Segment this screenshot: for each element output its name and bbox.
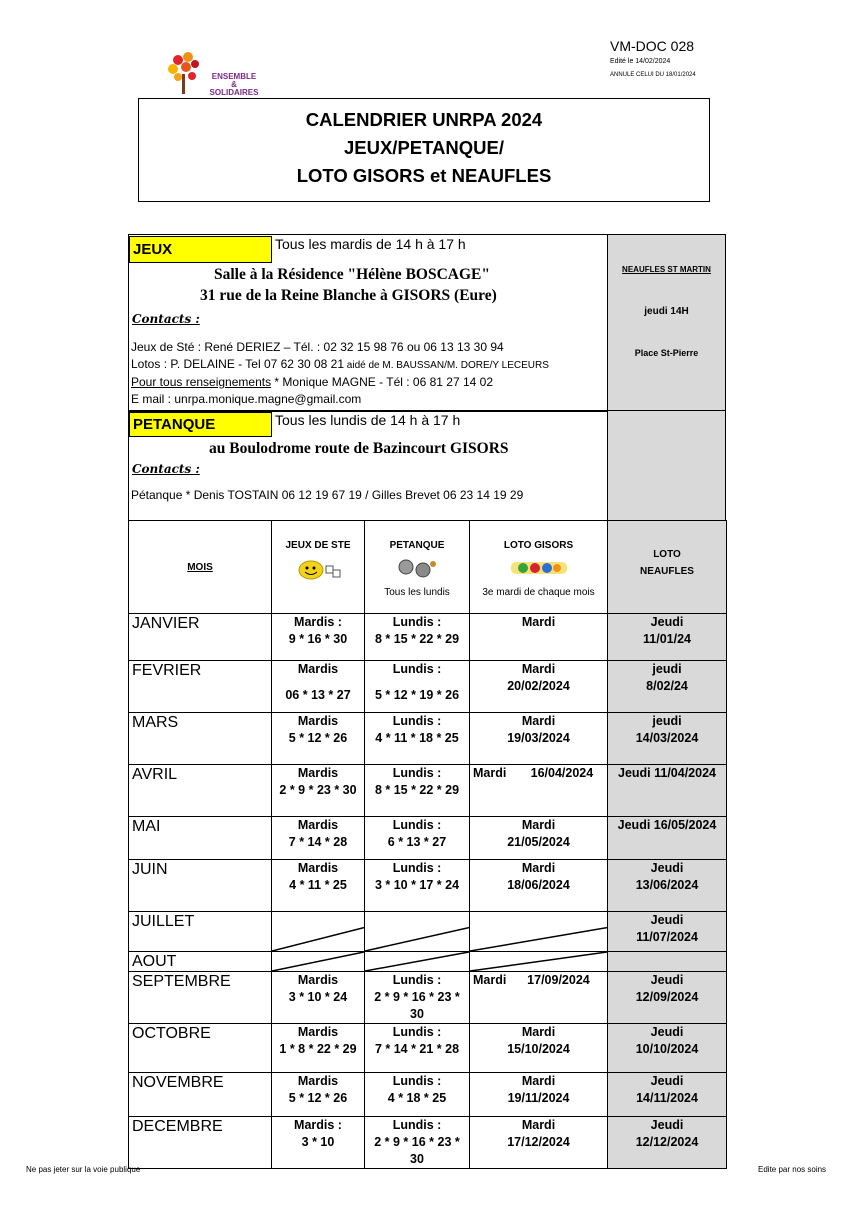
loto-neaufles-cell-neau1: Jeudi — [650, 615, 684, 629]
edited-date: Edité le 14/02/2024 — [610, 58, 671, 65]
calendar-body — [129, 614, 727, 1169]
table-row — [129, 614, 727, 661]
petanque-cell — [365, 614, 470, 661]
title-line2: JEUX/PETANQUE/ — [343, 137, 505, 158]
petanque-cell-pet3: 30 — [410, 1007, 424, 1021]
loto-gisors-cell-loto1: Mardi — [521, 1025, 556, 1039]
loto-gisors-cell-loto1: Mardi 16/04/2024 — [473, 766, 594, 780]
loto-neaufles-cell-neau1: Jeudi 11/04/2024 — [618, 766, 716, 780]
jeux-cell-jeux1: Mardis — [297, 662, 339, 676]
month-cell-mois: JANVIER — [132, 615, 200, 632]
jeux-contact3 — [131, 375, 493, 389]
jeux-cell — [272, 765, 365, 817]
jeux-cell — [272, 860, 365, 912]
loto-neaufles-cell-neau2: 14/11/2024 — [636, 1091, 698, 1105]
jeux-cell — [272, 614, 365, 661]
jeux-cell-jeux1: Mardis : — [294, 1118, 342, 1132]
loto-gisors-cell-loto1: Mardi — [521, 818, 556, 832]
loto-neaufles-cell-neau2: 13/06/2024 — [635, 878, 699, 892]
jeux-venue1: Salle à la Résidence "Hélène BOSCAGE" — [214, 266, 490, 283]
loto-gisors-cell-loto1: Mardi — [521, 615, 556, 629]
petanque-cell — [365, 661, 470, 713]
jeux-cell-jeux2: 4 * 11 * 25 — [289, 878, 347, 892]
table-header-row — [129, 521, 727, 614]
petanque-cell-pet2: 5 * 12 * 19 * 26 — [374, 688, 460, 702]
loto-balls-icon — [509, 558, 569, 578]
loto-neaufles-cell-neau2: 11/07/2024 — [636, 930, 698, 944]
petanque-cell-pet1: Lundis : — [392, 1025, 442, 1039]
jeux-contact1: Jeux de Sté : René DERIEZ – Tél. : 02 32 15 98 76 ou 06 13 13 30 94 — [131, 340, 504, 354]
logo-text — [206, 73, 262, 97]
contact2-small: aidé de M. BAUSSAN/M. DORE/Y LECEURS — [344, 360, 549, 371]
neaufles-side-panel — [607, 234, 726, 412]
pet-empty-cell — [365, 952, 470, 972]
jeux-cell-jeux2: 5 * 12 * 26 — [288, 731, 348, 745]
loto-neaufles-cell — [608, 713, 727, 765]
loto-neaufles-cell-neau2: 12/09/2024 — [635, 990, 699, 1004]
header-loto-neaufles-line1: LOTO — [653, 549, 681, 560]
loto-neaufles-cell-neau2: 12/12/2024 — [635, 1135, 699, 1149]
loto-gisors-cell-loto1: Mardi — [521, 662, 556, 676]
loto-neaufles-cell — [608, 614, 727, 661]
petanque-cell-pet2: 6 * 13 * 27 — [387, 835, 447, 849]
table-row — [129, 1024, 727, 1073]
month-cell-mois: FEVRIER — [132, 662, 202, 679]
petanque-cell — [365, 817, 470, 860]
petanque-cell — [365, 1073, 470, 1117]
loto-gisors-cell — [470, 817, 608, 860]
jeux-cell-jeux1: Mardis — [297, 714, 339, 728]
loto-gisors-cell — [470, 713, 608, 765]
loto-gisors-cell — [470, 972, 608, 1024]
loto-neaufles-cell — [608, 1117, 727, 1169]
month-cell-mois: JUIN — [132, 861, 168, 878]
loto-gisors-cell-loto1: Mardi — [521, 714, 556, 728]
loto-gisors-cell-loto1: Mardi 17/09/2024 — [473, 973, 590, 987]
header-petanque — [365, 521, 470, 614]
jeux-contacts-label: Contacts : — [132, 312, 200, 326]
loto-neaufles-cell-neau1: Jeudi 16/05/2024 — [617, 818, 717, 832]
petanque-cell-pet2: 8 * 15 * 22 * 29 — [374, 632, 460, 646]
title-box — [138, 98, 710, 202]
loto-gisors-cell-loto1: Mardi — [521, 861, 556, 875]
loto-neaufles-cell — [608, 972, 727, 1024]
petanque-cell-pet2: 3 * 10 * 17 * 24 — [374, 878, 460, 892]
jeux-cell-jeux2: 06 * 13 * 27 — [285, 688, 351, 702]
month-cell — [129, 1073, 272, 1117]
petanque-venue: au Boulodrome route de Bazincourt GISORS — [209, 440, 509, 457]
month-cell-mois: MAI — [132, 818, 161, 835]
jeux-cell-jeux2: 2 * 9 * 23 * 30 — [279, 783, 357, 797]
petanque-cell-pet2: 2 * 9 * 16 * 23 * — [374, 990, 460, 1004]
header-loto-neaufles-line2: NEAUFLES — [640, 566, 694, 577]
loto-neaufles-cell-neau1: Jeudi — [650, 913, 684, 927]
petanque-cell — [365, 860, 470, 912]
jeux-label: JEUX — [129, 236, 272, 263]
table-row — [129, 860, 727, 912]
month-cell — [129, 765, 272, 817]
jeux-cell-jeux1: Mardis — [297, 1074, 339, 1088]
month-cell — [129, 1117, 272, 1169]
jeux-cell-jeux1: Mardis — [297, 766, 339, 780]
loto-neaufles-cell — [608, 1073, 727, 1117]
loto-gisors-cell — [470, 661, 608, 713]
jeux-cell — [272, 661, 365, 713]
cancels-note: ANNULE CELUI DU 18/01/2024 — [610, 72, 696, 78]
jeux-cell-jeux2: 1 * 8 * 22 * 29 — [279, 1042, 357, 1056]
petanque-balls-icon — [395, 558, 439, 578]
loto-empty-cell — [470, 952, 608, 972]
month-cell-mois: AVRIL — [132, 766, 178, 783]
loto-gisors-cell — [470, 1073, 608, 1117]
loto-neaufles-cell-neau1: Jeudi — [650, 973, 684, 987]
header-loto-neaufles — [608, 521, 727, 614]
jeux-schedule: Tous les mardis de 14 h à 17 h — [275, 236, 466, 252]
loto-neaufles-cell-neau2: 14/03/2024 — [635, 731, 699, 745]
petanque-side-panel — [607, 410, 726, 521]
neaufles-day: jeudi 14H — [644, 306, 689, 317]
jeux-email: E mail : unrpa.monique.magne@gmail.com — [131, 392, 362, 406]
month-cell — [129, 972, 272, 1024]
loto-empty-cell — [470, 912, 608, 952]
header-loto-gisors-sub: 3e mardi de chaque mois — [482, 587, 595, 598]
header-jeux — [272, 521, 365, 614]
loto-gisors-cell-loto2: 19/11/2024 — [507, 1091, 570, 1105]
header-mois — [129, 521, 272, 614]
petanque-cell-pet1: Lundis : — [392, 766, 442, 780]
jeux-cell — [272, 817, 365, 860]
loto-neaufles-cell-neau1: Jeudi — [650, 861, 684, 875]
table-row — [129, 661, 727, 713]
title-line3: LOTO GISORS et NEAUFLES — [296, 165, 552, 186]
table-row — [129, 952, 727, 972]
jeux-contact2 — [131, 357, 549, 371]
loto-gisors-cell-loto2: 20/02/2024 — [507, 679, 570, 693]
contact3-link: Pour tous renseignements — [131, 375, 272, 389]
table-row — [129, 713, 727, 765]
month-cell-mois: DECEMBRE — [132, 1118, 223, 1135]
petanque-cell-pet1: Lundis : — [392, 714, 442, 728]
header-jeux-label: JEUX DE STE — [285, 540, 351, 551]
jeux-cell-jeux1: Mardis — [297, 818, 339, 832]
petanque-cell-pet1: Lundis : — [392, 1074, 442, 1088]
month-cell — [129, 860, 272, 912]
month-cell — [129, 661, 272, 713]
contact3-rest: * Monique MAGNE - Tél : 06 81 27 14 02 — [271, 375, 493, 389]
petanque-cell-pet2: 4 * 11 * 18 * 25 — [375, 731, 459, 745]
petanque-cell-pet3: 30 — [410, 1152, 424, 1166]
loto-neaufles-cell-neau1: Jeudi — [650, 1118, 684, 1132]
loto-gisors-cell-loto2: 21/05/2024 — [507, 835, 570, 849]
month-cell-mois: AOUT — [132, 953, 177, 970]
loto-gisors-cell-loto2: 19/03/2024 — [507, 731, 570, 745]
petanque-cell-pet1: Lundis : — [392, 615, 442, 629]
jeux-cell-jeux1: Mardis : — [294, 615, 342, 629]
month-cell-mois: SEPTEMBRE — [132, 973, 231, 990]
petanque-cell — [365, 1117, 470, 1169]
petanque-cell-pet2: 2 * 9 * 16 * 23 * — [374, 1135, 460, 1149]
loto-neaufles-cell — [608, 661, 727, 713]
loto-gisors-cell-loto2: 18/06/2024 — [507, 878, 570, 892]
petanque-contact: Pétanque * Denis TOSTAIN 06 12 19 67 19 / Gilles Brevet 06 23 14 19 29 — [131, 488, 524, 502]
jeux-cell-jeux2: 9 * 16 * 30 — [288, 632, 348, 646]
petanque-cell-pet2: 7 * 14 * 21 * 28 — [374, 1042, 460, 1056]
month-cell — [129, 1024, 272, 1073]
jeux-cell-jeux2: 3 * 10 — [301, 1135, 335, 1149]
month-cell — [129, 952, 272, 972]
loto-gisors-cell-loto2: 15/10/2024 — [507, 1042, 570, 1056]
neaufles-title: NEAUFLES ST MARTIN — [622, 265, 711, 274]
jeux-cell — [272, 713, 365, 765]
table-row — [129, 817, 727, 860]
jeux-cell-jeux1: Mardis — [297, 1025, 339, 1039]
loto-gisors-cell — [470, 614, 608, 661]
petanque-label: PETANQUE — [129, 412, 272, 437]
loto-neaufles-cell — [608, 952, 727, 972]
loto-gisors-cell-loto1: Mardi — [521, 1118, 556, 1132]
loto-gisors-cell — [470, 1024, 608, 1073]
jeux-cell-jeux2: 7 * 14 * 28 — [288, 835, 348, 849]
jeux-cell — [272, 972, 365, 1024]
month-cell — [129, 817, 272, 860]
jeux-cell — [272, 1073, 365, 1117]
loto-neaufles-cell — [608, 1024, 727, 1073]
petanque-cell-pet1: Lundis : — [392, 1118, 442, 1132]
logo-line2: & SOLIDAIRES — [209, 80, 259, 97]
jeux-cell-jeux1: Mardis — [297, 973, 339, 987]
loto-neaufles-cell — [608, 912, 727, 952]
loto-gisors-cell — [470, 1117, 608, 1169]
loto-neaufles-cell — [608, 817, 727, 860]
loto-neaufles-cell-neau2: 8/02/24 — [646, 679, 688, 693]
petanque-cell — [365, 765, 470, 817]
jeux-cell-jeux2: 5 * 12 * 26 — [288, 1091, 348, 1105]
month-cell — [129, 912, 272, 952]
pet-empty-cell — [365, 912, 470, 952]
loto-neaufles-cell-neau2: 11/01/24 — [643, 632, 691, 646]
jeux-cell — [272, 1024, 365, 1073]
petanque-cell — [365, 1024, 470, 1073]
smiley-icon — [293, 557, 343, 581]
logo-line1: ENSEMBLE — [211, 72, 257, 81]
footer-right: Edite par nos soins — [758, 1165, 827, 1174]
loto-gisors-cell-loto2: 17/12/2024 — [507, 1135, 570, 1149]
neaufles-place: Place St-Pierre — [634, 348, 699, 358]
month-cell — [129, 614, 272, 661]
jeux-cell — [272, 1117, 365, 1169]
jeux-empty-cell — [272, 912, 365, 952]
contact2-main: Lotos : P. DELAINE - Tel 07 62 30 08 21 — [131, 357, 345, 371]
jeux-venue2: 31 rue de la Reine Blanche à GISORS (Eure) — [200, 287, 497, 304]
loto-neaufles-cell — [608, 765, 727, 817]
petanque-cell-pet1: Lundis : — [392, 662, 442, 676]
loto-neaufles-cell-neau1: Jeudi — [650, 1025, 684, 1039]
month-cell-mois: OCTOBRE — [132, 1025, 211, 1042]
doc-reference: VM-DOC 028 — [610, 38, 695, 54]
loto-gisors-cell — [470, 860, 608, 912]
petanque-cell-pet1: Lundis : — [392, 861, 442, 875]
loto-gisors-cell-loto1: Mardi — [521, 1074, 556, 1088]
calendar-table — [128, 520, 727, 1169]
jeux-cell-jeux2: 3 * 10 * 24 — [288, 990, 348, 1004]
header-petanque-label: PETANQUE — [389, 540, 445, 551]
petanque-cell — [365, 972, 470, 1024]
petanque-cell-pet1: Lundis : — [392, 973, 442, 987]
header-petanque-sub: Tous les lundis — [384, 587, 450, 598]
header-loto-gisors — [470, 521, 608, 614]
month-cell-mois: NOVEMBRE — [132, 1074, 224, 1091]
month-cell-mois: JUILLET — [132, 913, 195, 930]
loto-neaufles-cell-neau2: 10/10/2024 — [635, 1042, 699, 1056]
petanque-cell — [365, 713, 470, 765]
month-cell-mois: MARS — [132, 714, 179, 731]
jeux-cell-jeux1: Mardis — [297, 861, 339, 875]
table-row — [129, 912, 727, 952]
petanque-cell-pet1: Lundis : — [392, 818, 442, 832]
petanque-cell-pet2: 4 * 18 * 25 — [387, 1091, 447, 1105]
mois-label: MOIS — [187, 561, 213, 573]
footer-left: Ne pas jeter sur la voie publique — [26, 1165, 141, 1174]
title-line1: CALENDRIER UNRPA 2024 — [305, 109, 543, 130]
loto-neaufles-cell-neau1: jeudi — [652, 714, 682, 728]
loto-gisors-cell — [470, 765, 608, 817]
month-cell — [129, 713, 272, 765]
table-row — [129, 1073, 727, 1117]
petanque-cell-pet2: 8 * 15 * 22 * 29 — [374, 783, 460, 797]
table-row — [129, 972, 727, 1024]
petanque-contacts-label: Contacts : — [132, 462, 200, 476]
header-loto-gisors-label: LOTO GISORS — [503, 540, 574, 551]
table-row — [129, 1117, 727, 1169]
petanque-schedule: Tous les lundis de 14 h à 17 h — [275, 412, 461, 428]
jeux-empty-cell — [272, 952, 365, 972]
loto-neaufles-cell-neau1: Jeudi — [650, 1074, 684, 1088]
loto-neaufles-cell-neau1: jeudi — [652, 662, 682, 676]
loto-neaufles-cell — [608, 860, 727, 912]
table-row — [129, 765, 727, 817]
